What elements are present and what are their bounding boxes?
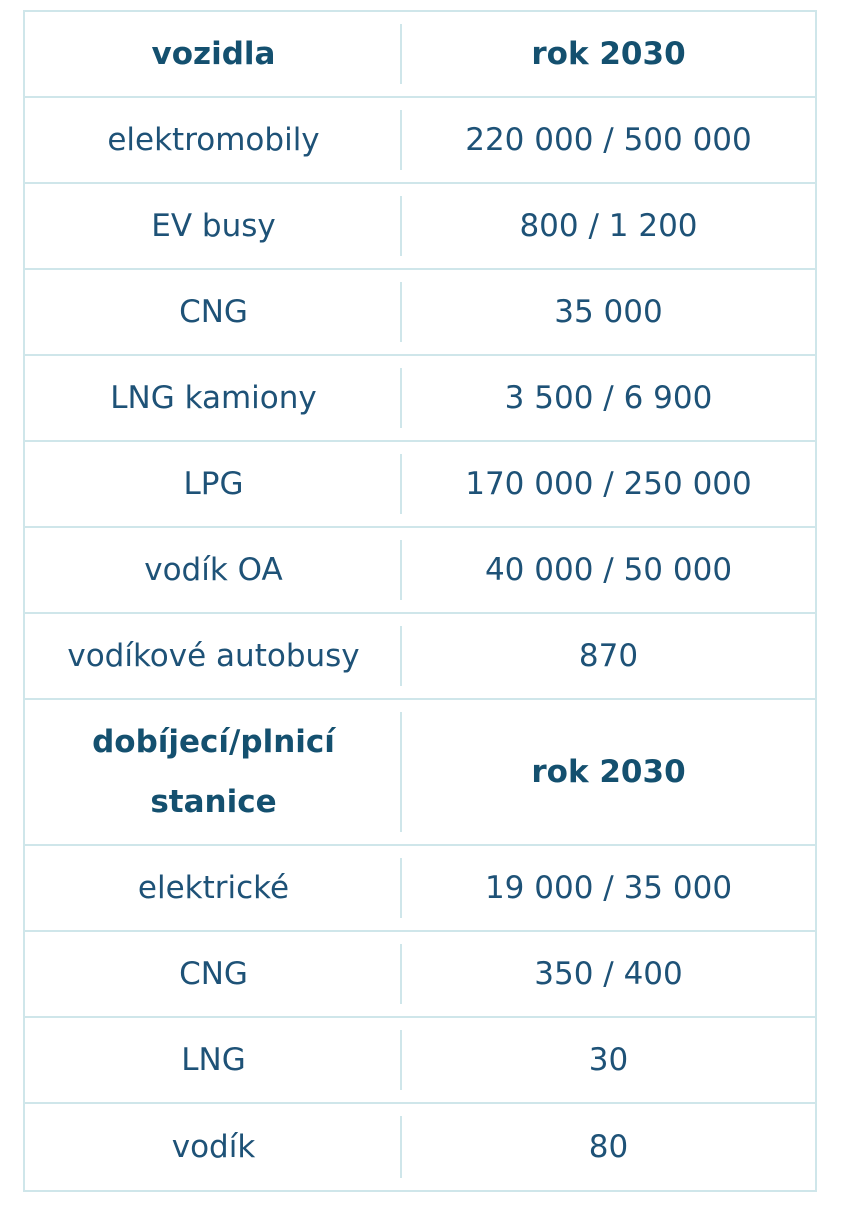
- vehicle-name: elektromobily: [25, 98, 402, 182]
- table-row: [25, 442, 815, 528]
- table-row: [25, 1104, 815, 1190]
- table-header-row: [25, 12, 815, 98]
- vehicle-value: 3 500 / 6 900: [504, 380, 713, 416]
- table-row: [25, 528, 815, 614]
- station-value: 350 / 400: [534, 956, 683, 992]
- header-year: rok 2030: [531, 36, 686, 72]
- vehicle-value: 870: [578, 638, 639, 674]
- vehicle-name: LPG: [25, 442, 402, 526]
- vehicle-name: vodíkové autobusy: [25, 614, 402, 698]
- station-value: 80: [588, 1129, 629, 1165]
- vehicle-value: 35 000: [554, 294, 663, 330]
- header-vehicles: vozidla: [25, 12, 402, 96]
- vehicle-value: 40 000 / 50 000: [484, 552, 733, 588]
- station-name: LNG: [25, 1018, 402, 1102]
- station-name: CNG: [25, 932, 402, 1016]
- table-row: [25, 932, 815, 1018]
- vehicle-value: 220 000 / 500 000: [465, 122, 752, 158]
- station-value: 30: [588, 1042, 629, 1078]
- vehicle-name: LNG kamiony: [25, 356, 402, 440]
- header-stations: [25, 700, 402, 844]
- vehicle-name: CNG: [25, 270, 402, 354]
- table-row: [25, 356, 815, 442]
- table-row: [25, 270, 815, 356]
- table-row: [25, 184, 815, 270]
- data-table: [23, 10, 817, 1192]
- vehicle-name: vodík OA: [25, 528, 402, 612]
- table-row: [25, 614, 815, 700]
- vehicle-value: 800 / 1 200: [519, 208, 698, 244]
- vehicle-name: EV busy: [25, 184, 402, 268]
- table-row: [25, 98, 815, 184]
- header-year-stations: rok 2030: [531, 754, 686, 790]
- table-row: [25, 1018, 815, 1104]
- header-stations-label: dobíjecí/plnicí stanice: [92, 724, 335, 820]
- station-name: elektrické: [25, 846, 402, 930]
- vehicle-value: 170 000 / 250 000: [465, 466, 752, 502]
- station-value: 19 000 / 35 000: [484, 870, 733, 906]
- table-row: [25, 846, 815, 932]
- station-name: vodík: [25, 1104, 402, 1190]
- table-subheader-row: [25, 700, 815, 846]
